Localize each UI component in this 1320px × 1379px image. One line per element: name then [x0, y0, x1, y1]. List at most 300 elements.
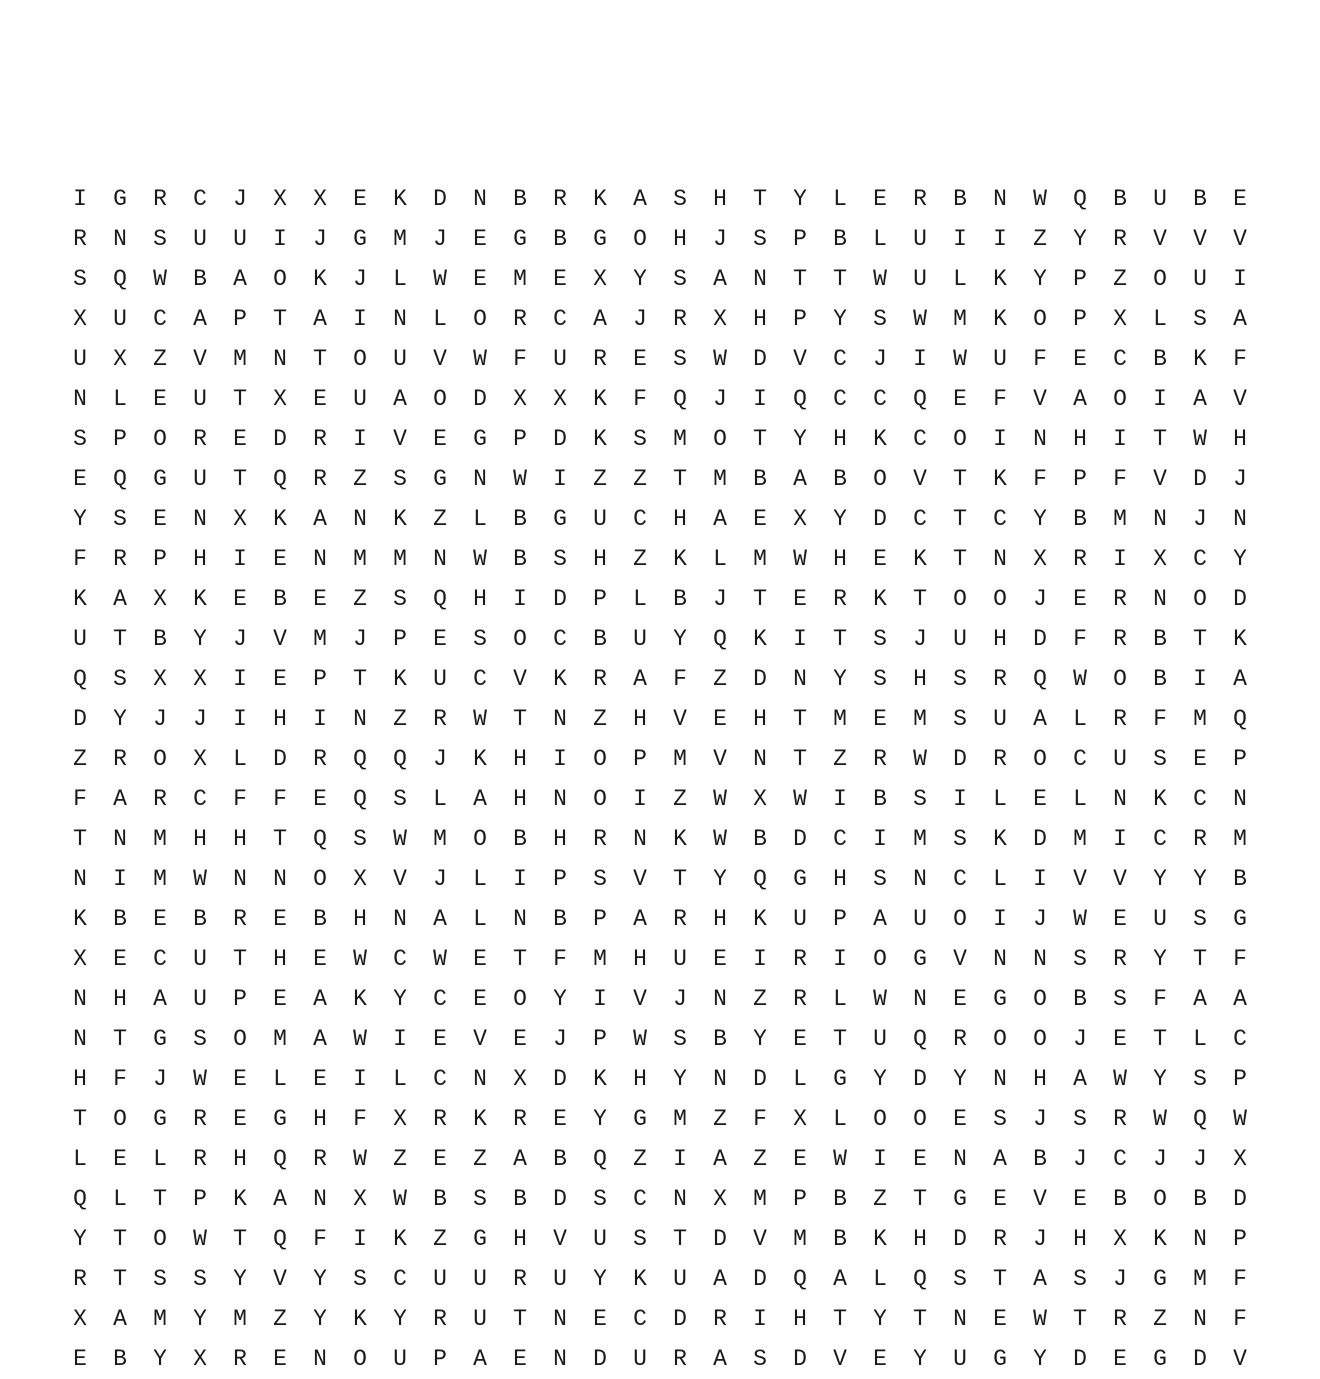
- grid-letter[interactable]: Y: [1033, 266, 1047, 292]
- grid-letter[interactable]: L: [113, 386, 127, 412]
- grid-letter[interactable]: O: [1153, 266, 1167, 292]
- grid-letter[interactable]: T: [833, 1026, 847, 1052]
- grid-letter[interactable]: T: [953, 466, 967, 492]
- grid-letter[interactable]: U: [593, 506, 607, 532]
- grid-letter[interactable]: J: [1073, 1026, 1087, 1052]
- grid-letter[interactable]: B: [713, 1026, 727, 1052]
- grid-letter[interactable]: F: [1153, 986, 1167, 1012]
- grid-letter[interactable]: E: [313, 1066, 327, 1092]
- grid-letter[interactable]: F: [113, 1066, 127, 1092]
- grid-letter[interactable]: I: [1113, 546, 1127, 572]
- grid-letter[interactable]: Z: [713, 666, 727, 692]
- grid-letter[interactable]: N: [1113, 786, 1127, 812]
- grid-letter[interactable]: L: [713, 546, 727, 572]
- grid-letter[interactable]: U: [193, 466, 207, 492]
- grid-letter[interactable]: A: [1193, 386, 1207, 412]
- grid-letter[interactable]: I: [513, 866, 527, 892]
- grid-letter[interactable]: V: [1033, 1186, 1047, 1212]
- grid-letter[interactable]: K: [1153, 1226, 1167, 1252]
- grid-letter[interactable]: N: [393, 906, 407, 932]
- grid-letter[interactable]: K: [593, 186, 607, 212]
- grid-letter[interactable]: D: [753, 1066, 767, 1092]
- grid-letter[interactable]: E: [993, 1186, 1007, 1212]
- grid-letter[interactable]: K: [393, 666, 407, 692]
- grid-letter[interactable]: T: [1073, 1306, 1087, 1332]
- grid-letter[interactable]: R: [313, 466, 327, 492]
- grid-letter[interactable]: H: [1033, 1066, 1047, 1092]
- grid-letter[interactable]: M: [793, 1226, 807, 1252]
- grid-letter[interactable]: G: [153, 1026, 167, 1052]
- grid-letter[interactable]: G: [553, 506, 567, 532]
- grid-letter[interactable]: I: [753, 386, 767, 412]
- grid-letter[interactable]: G: [473, 1226, 487, 1252]
- grid-letter[interactable]: L: [953, 266, 967, 292]
- grid-letter[interactable]: D: [273, 746, 287, 772]
- grid-letter[interactable]: O: [993, 1026, 1007, 1052]
- grid-letter[interactable]: A: [113, 586, 127, 612]
- grid-letter[interactable]: F: [353, 1106, 367, 1132]
- grid-letter[interactable]: E: [313, 786, 327, 812]
- grid-letter[interactable]: N: [1153, 586, 1167, 612]
- grid-letter[interactable]: H: [513, 746, 527, 772]
- grid-letter[interactable]: L: [833, 1106, 847, 1132]
- grid-letter[interactable]: Q: [73, 666, 87, 692]
- grid-letter[interactable]: P: [553, 866, 567, 892]
- grid-letter[interactable]: B: [113, 906, 127, 932]
- grid-letter[interactable]: M: [953, 306, 967, 332]
- grid-letter[interactable]: N: [313, 546, 327, 572]
- grid-letter[interactable]: R: [553, 186, 567, 212]
- grid-letter[interactable]: C: [393, 946, 407, 972]
- grid-letter[interactable]: T: [1193, 626, 1207, 652]
- grid-letter[interactable]: A: [313, 306, 327, 332]
- grid-letter[interactable]: X: [73, 306, 87, 332]
- grid-letter[interactable]: T: [153, 1186, 167, 1212]
- grid-letter[interactable]: O: [353, 346, 367, 372]
- grid-letter[interactable]: I: [753, 946, 767, 972]
- grid-letter[interactable]: T: [913, 1306, 927, 1332]
- grid-letter[interactable]: J: [433, 226, 447, 252]
- grid-letter[interactable]: S: [873, 666, 887, 692]
- grid-letter[interactable]: P: [1073, 266, 1087, 292]
- grid-letter[interactable]: E: [353, 186, 367, 212]
- grid-letter[interactable]: M: [273, 1026, 287, 1052]
- grid-letter[interactable]: U: [873, 1026, 887, 1052]
- grid-letter[interactable]: S: [873, 626, 887, 652]
- grid-letter[interactable]: K: [593, 426, 607, 452]
- grid-letter[interactable]: S: [393, 466, 407, 492]
- grid-letter[interactable]: D: [1033, 626, 1047, 652]
- grid-letter[interactable]: I: [833, 946, 847, 972]
- grid-letter[interactable]: Y: [793, 426, 807, 452]
- grid-letter[interactable]: T: [753, 186, 767, 212]
- grid-letter[interactable]: T: [113, 1266, 127, 1292]
- grid-letter[interactable]: H: [113, 986, 127, 1012]
- grid-letter[interactable]: E: [233, 1066, 247, 1092]
- grid-letter[interactable]: V: [793, 346, 807, 372]
- grid-letter[interactable]: M: [1193, 1266, 1207, 1292]
- grid-letter[interactable]: G: [593, 226, 607, 252]
- grid-letter[interactable]: T: [73, 826, 87, 852]
- grid-letter[interactable]: U: [393, 1346, 407, 1372]
- grid-letter[interactable]: E: [753, 506, 767, 532]
- grid-letter[interactable]: N: [193, 506, 207, 532]
- grid-letter[interactable]: A: [633, 666, 647, 692]
- grid-letter[interactable]: H: [273, 946, 287, 972]
- grid-letter[interactable]: E: [953, 386, 967, 412]
- grid-letter[interactable]: I: [593, 986, 607, 1012]
- grid-letter[interactable]: K: [633, 1266, 647, 1292]
- grid-letter[interactable]: Y: [1033, 506, 1047, 532]
- grid-letter[interactable]: D: [433, 186, 447, 212]
- grid-letter[interactable]: S: [193, 1266, 207, 1292]
- grid-letter[interactable]: J: [233, 186, 247, 212]
- grid-letter[interactable]: P: [233, 306, 247, 332]
- grid-letter[interactable]: J: [1153, 1146, 1167, 1172]
- grid-letter[interactable]: R: [1113, 586, 1127, 612]
- grid-letter[interactable]: U: [193, 386, 207, 412]
- grid-letter[interactable]: C: [153, 306, 167, 332]
- grid-letter[interactable]: D: [1193, 1346, 1207, 1372]
- grid-letter[interactable]: O: [593, 786, 607, 812]
- grid-letter[interactable]: T: [953, 546, 967, 572]
- grid-letter[interactable]: B: [433, 1186, 447, 1212]
- grid-letter[interactable]: R: [1113, 1106, 1127, 1132]
- grid-letter[interactable]: D: [953, 1226, 967, 1252]
- grid-letter[interactable]: A: [233, 266, 247, 292]
- grid-letter[interactable]: O: [1033, 746, 1047, 772]
- grid-letter[interactable]: V: [753, 1226, 767, 1252]
- grid-letter[interactable]: H: [313, 1106, 327, 1132]
- grid-letter[interactable]: A: [593, 306, 607, 332]
- grid-letter[interactable]: Y: [913, 1346, 927, 1372]
- grid-letter[interactable]: R: [593, 346, 607, 372]
- grid-letter[interactable]: I: [553, 466, 567, 492]
- grid-letter[interactable]: M: [153, 1306, 167, 1332]
- grid-letter[interactable]: B: [1233, 866, 1247, 892]
- grid-letter[interactable]: A: [793, 466, 807, 492]
- grid-letter[interactable]: Y: [873, 1306, 887, 1332]
- grid-letter[interactable]: K: [593, 386, 607, 412]
- grid-letter[interactable]: E: [1073, 1186, 1087, 1212]
- grid-letter[interactable]: Q: [593, 1146, 607, 1172]
- grid-letter[interactable]: E: [273, 906, 287, 932]
- grid-letter[interactable]: D: [753, 346, 767, 372]
- grid-letter[interactable]: U: [73, 626, 87, 652]
- grid-letter[interactable]: B: [673, 586, 687, 612]
- grid-letter[interactable]: T: [1153, 1026, 1167, 1052]
- grid-letter[interactable]: M: [233, 346, 247, 372]
- grid-letter[interactable]: Z: [433, 506, 447, 532]
- grid-letter[interactable]: A: [1233, 666, 1247, 692]
- grid-letter[interactable]: K: [233, 1186, 247, 1212]
- grid-letter[interactable]: A: [1233, 306, 1247, 332]
- grid-letter[interactable]: I: [1233, 266, 1247, 292]
- grid-letter[interactable]: B: [153, 626, 167, 652]
- grid-letter[interactable]: I: [353, 1226, 367, 1252]
- grid-letter[interactable]: C: [833, 346, 847, 372]
- grid-letter[interactable]: L: [473, 866, 487, 892]
- grid-letter[interactable]: Q: [1073, 186, 1087, 212]
- grid-letter[interactable]: Y: [833, 306, 847, 332]
- grid-letter[interactable]: V: [273, 626, 287, 652]
- grid-letter[interactable]: I: [353, 306, 367, 332]
- grid-letter[interactable]: Y: [153, 1346, 167, 1372]
- grid-letter[interactable]: A: [313, 1026, 327, 1052]
- grid-letter[interactable]: N: [473, 186, 487, 212]
- grid-letter[interactable]: B: [1113, 186, 1127, 212]
- grid-letter[interactable]: A: [313, 506, 327, 532]
- grid-letter[interactable]: J: [673, 986, 687, 1012]
- grid-letter[interactable]: Z: [433, 1226, 447, 1252]
- grid-letter[interactable]: X: [273, 386, 287, 412]
- grid-letter[interactable]: D: [953, 746, 967, 772]
- grid-letter[interactable]: U: [433, 666, 447, 692]
- grid-letter[interactable]: U: [913, 906, 927, 932]
- grid-letter[interactable]: O: [513, 626, 527, 652]
- grid-letter[interactable]: L: [393, 1066, 407, 1092]
- grid-letter[interactable]: H: [673, 226, 687, 252]
- grid-letter[interactable]: I: [1153, 386, 1167, 412]
- grid-letter[interactable]: H: [993, 626, 1007, 652]
- grid-letter[interactable]: E: [793, 1026, 807, 1052]
- grid-letter[interactable]: J: [1033, 586, 1047, 612]
- grid-letter[interactable]: Q: [433, 586, 447, 612]
- grid-letter[interactable]: J: [913, 626, 927, 652]
- grid-letter[interactable]: K: [1193, 346, 1207, 372]
- grid-letter[interactable]: S: [953, 1266, 967, 1292]
- grid-letter[interactable]: D: [273, 426, 287, 452]
- grid-letter[interactable]: U: [673, 1266, 687, 1292]
- grid-letter[interactable]: X: [113, 346, 127, 372]
- grid-letter[interactable]: H: [473, 586, 487, 612]
- grid-letter[interactable]: I: [553, 746, 567, 772]
- grid-letter[interactable]: F: [633, 386, 647, 412]
- grid-letter[interactable]: I: [513, 586, 527, 612]
- grid-letter[interactable]: N: [113, 826, 127, 852]
- grid-letter[interactable]: B: [1033, 1146, 1047, 1172]
- grid-letter[interactable]: O: [633, 226, 647, 252]
- grid-letter[interactable]: E: [633, 346, 647, 372]
- grid-letter[interactable]: K: [753, 906, 767, 932]
- grid-letter[interactable]: V: [633, 986, 647, 1012]
- grid-letter[interactable]: E: [73, 466, 87, 492]
- grid-letter[interactable]: T: [913, 586, 927, 612]
- grid-letter[interactable]: P: [153, 546, 167, 572]
- grid-letter[interactable]: W: [353, 1026, 367, 1052]
- grid-letter[interactable]: S: [473, 626, 487, 652]
- grid-letter[interactable]: N: [473, 1066, 487, 1092]
- grid-letter[interactable]: I: [913, 346, 927, 372]
- grid-letter[interactable]: K: [393, 1226, 407, 1252]
- grid-letter[interactable]: E: [473, 266, 487, 292]
- grid-letter[interactable]: C: [433, 986, 447, 1012]
- grid-letter[interactable]: B: [273, 586, 287, 612]
- grid-letter[interactable]: W: [953, 346, 967, 372]
- grid-letter[interactable]: N: [73, 386, 87, 412]
- grid-letter[interactable]: V: [273, 1266, 287, 1292]
- grid-letter[interactable]: R: [1073, 546, 1087, 572]
- grid-letter[interactable]: N: [913, 866, 927, 892]
- grid-letter[interactable]: X: [513, 1066, 527, 1092]
- grid-letter[interactable]: U: [993, 346, 1007, 372]
- grid-letter[interactable]: Y: [1153, 946, 1167, 972]
- grid-letter[interactable]: Y: [553, 986, 567, 1012]
- grid-letter[interactable]: N: [993, 546, 1007, 572]
- grid-letter[interactable]: C: [953, 866, 967, 892]
- grid-letter[interactable]: E: [233, 426, 247, 452]
- grid-letter[interactable]: J: [1033, 1226, 1047, 1252]
- grid-letter[interactable]: B: [1113, 1186, 1127, 1212]
- grid-letter[interactable]: K: [873, 426, 887, 452]
- grid-letter[interactable]: A: [193, 306, 207, 332]
- grid-letter[interactable]: N: [1233, 506, 1247, 532]
- grid-letter[interactable]: F: [1233, 1266, 1247, 1292]
- grid-letter[interactable]: E: [313, 386, 327, 412]
- grid-letter[interactable]: B: [833, 226, 847, 252]
- grid-letter[interactable]: I: [113, 866, 127, 892]
- grid-letter[interactable]: N: [273, 346, 287, 372]
- grid-letter[interactable]: B: [193, 906, 207, 932]
- grid-letter[interactable]: B: [513, 826, 527, 852]
- grid-letter[interactable]: R: [793, 986, 807, 1012]
- grid-letter[interactable]: X: [73, 1306, 87, 1332]
- grid-letter[interactable]: F: [73, 546, 87, 572]
- grid-letter[interactable]: Y: [313, 1266, 327, 1292]
- grid-letter[interactable]: E: [313, 946, 327, 972]
- grid-letter[interactable]: F: [1153, 706, 1167, 732]
- grid-letter[interactable]: S: [673, 1026, 687, 1052]
- grid-letter[interactable]: Z: [673, 786, 687, 812]
- grid-letter[interactable]: J: [1033, 906, 1047, 932]
- grid-letter[interactable]: P: [793, 306, 807, 332]
- grid-letter[interactable]: V: [553, 1226, 567, 1252]
- grid-letter[interactable]: H: [833, 866, 847, 892]
- grid-letter[interactable]: T: [753, 426, 767, 452]
- grid-letter[interactable]: B: [753, 826, 767, 852]
- grid-letter[interactable]: V: [1193, 226, 1207, 252]
- grid-letter[interactable]: B: [113, 1346, 127, 1372]
- grid-letter[interactable]: S: [593, 866, 607, 892]
- grid-letter[interactable]: W: [1193, 426, 1207, 452]
- grid-letter[interactable]: D: [1233, 586, 1247, 612]
- grid-letter[interactable]: O: [153, 746, 167, 772]
- grid-letter[interactable]: X: [1113, 306, 1127, 332]
- grid-letter[interactable]: O: [873, 946, 887, 972]
- grid-letter[interactable]: A: [473, 1346, 487, 1372]
- grid-letter[interactable]: S: [1193, 906, 1207, 932]
- grid-letter[interactable]: F: [1113, 466, 1127, 492]
- grid-letter[interactable]: A: [1233, 986, 1247, 1012]
- grid-letter[interactable]: V: [513, 666, 527, 692]
- grid-letter[interactable]: E: [73, 1346, 87, 1372]
- grid-letter[interactable]: R: [73, 226, 87, 252]
- grid-letter[interactable]: Q: [913, 1266, 927, 1292]
- grid-letter[interactable]: K: [673, 546, 687, 572]
- grid-letter[interactable]: B: [513, 506, 527, 532]
- grid-letter[interactable]: X: [73, 946, 87, 972]
- grid-letter[interactable]: R: [713, 1306, 727, 1332]
- grid-letter[interactable]: X: [1153, 546, 1167, 572]
- grid-letter[interactable]: W: [473, 706, 487, 732]
- grid-letter[interactable]: R: [73, 1266, 87, 1292]
- grid-letter[interactable]: A: [833, 1266, 847, 1292]
- grid-letter[interactable]: T: [513, 1306, 527, 1332]
- grid-letter[interactable]: E: [713, 946, 727, 972]
- grid-letter[interactable]: E: [993, 1306, 1007, 1332]
- grid-letter[interactable]: R: [513, 1266, 527, 1292]
- grid-letter[interactable]: N: [553, 1306, 567, 1332]
- grid-letter[interactable]: V: [1033, 386, 1047, 412]
- grid-letter[interactable]: Z: [633, 1146, 647, 1172]
- grid-letter[interactable]: D: [73, 706, 87, 732]
- grid-letter[interactable]: T: [833, 266, 847, 292]
- grid-letter[interactable]: L: [873, 1266, 887, 1292]
- grid-letter[interactable]: W: [433, 266, 447, 292]
- grid-letter[interactable]: P: [113, 426, 127, 452]
- grid-letter[interactable]: V: [1153, 466, 1167, 492]
- grid-letter[interactable]: C: [553, 626, 567, 652]
- grid-letter[interactable]: X: [193, 1346, 207, 1372]
- grid-letter[interactable]: R: [673, 1346, 687, 1372]
- grid-letter[interactable]: Y: [953, 1066, 967, 1092]
- grid-letter[interactable]: T: [233, 946, 247, 972]
- grid-letter[interactable]: I: [833, 786, 847, 812]
- grid-letter[interactable]: H: [913, 666, 927, 692]
- grid-letter[interactable]: P: [793, 226, 807, 252]
- grid-letter[interactable]: T: [953, 506, 967, 532]
- grid-letter[interactable]: Z: [473, 1146, 487, 1172]
- grid-letter[interactable]: W: [793, 786, 807, 812]
- grid-letter[interactable]: F: [313, 1226, 327, 1252]
- grid-letter[interactable]: R: [993, 1226, 1007, 1252]
- grid-letter[interactable]: V: [833, 1346, 847, 1372]
- grid-letter[interactable]: S: [73, 426, 87, 452]
- grid-letter[interactable]: N: [753, 746, 767, 772]
- grid-letter[interactable]: Q: [113, 266, 127, 292]
- grid-letter[interactable]: N: [353, 506, 367, 532]
- grid-letter[interactable]: N: [73, 986, 87, 1012]
- grid-letter[interactable]: C: [193, 786, 207, 812]
- grid-letter[interactable]: N: [1233, 786, 1247, 812]
- grid-letter[interactable]: R: [873, 746, 887, 772]
- grid-letter[interactable]: N: [993, 1066, 1007, 1092]
- grid-letter[interactable]: B: [1073, 986, 1087, 1012]
- grid-letter[interactable]: N: [993, 186, 1007, 212]
- grid-letter[interactable]: H: [233, 1146, 247, 1172]
- grid-letter[interactable]: X: [193, 666, 207, 692]
- grid-letter[interactable]: T: [113, 1226, 127, 1252]
- grid-letter[interactable]: F: [1233, 346, 1247, 372]
- grid-letter[interactable]: K: [993, 306, 1007, 332]
- grid-letter[interactable]: K: [553, 666, 567, 692]
- grid-letter[interactable]: R: [313, 1146, 327, 1172]
- grid-letter[interactable]: O: [1033, 1026, 1047, 1052]
- grid-letter[interactable]: L: [473, 906, 487, 932]
- grid-letter[interactable]: V: [1073, 866, 1087, 892]
- grid-letter[interactable]: H: [633, 1066, 647, 1092]
- grid-letter[interactable]: V: [633, 866, 647, 892]
- grid-letter[interactable]: O: [513, 986, 527, 1012]
- grid-letter[interactable]: M: [353, 546, 367, 572]
- grid-letter[interactable]: A: [873, 906, 887, 932]
- grid-letter[interactable]: E: [113, 946, 127, 972]
- grid-letter[interactable]: V: [913, 466, 927, 492]
- grid-letter[interactable]: R: [593, 666, 607, 692]
- grid-letter[interactable]: T: [673, 866, 687, 892]
- grid-letter[interactable]: A: [433, 906, 447, 932]
- grid-letter[interactable]: S: [673, 186, 687, 212]
